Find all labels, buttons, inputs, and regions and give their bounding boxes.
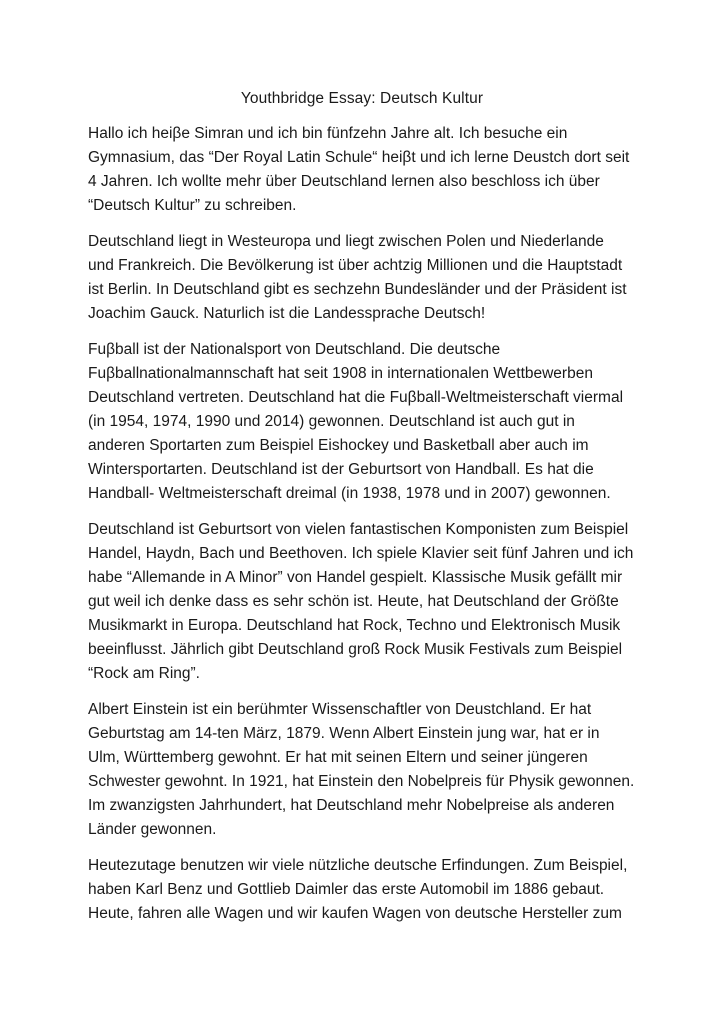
- paragraph-einstein: [88, 698, 648, 842]
- text-line: Heutezutage benutzen wir viele nützliche deutsche Erfindungen. Zum Beispiel,: [88, 857, 628, 874]
- text-line: “Deutsch Kultur” zu schreiben.: [88, 197, 297, 214]
- paragraph-music: [88, 518, 648, 686]
- text-line: Fuβball ist der Nationalsport von Deutschland. Die deutsche: [88, 341, 501, 358]
- text-line: ist Berlin. In Deutschland gibt es sechzehn Bundesländer und der Präsident ist: [88, 281, 627, 298]
- text-line: und Frankreich. Die Bevölkerung ist über achtzig Millionen und die Hauptstadt: [88, 257, 623, 274]
- text-line: Fuβballnationalmannschaft hat seit 1908 in internationalen Wettbewerben: [88, 365, 593, 382]
- paragraph-introduction: [88, 122, 648, 218]
- text-line: Handel, Haydn, Bach und Beethoven. Ich spiele Klavier seit fünf Jahren und ich: [88, 545, 634, 562]
- text-line: Im zwanzigsten Jahrhundert, hat Deutschland mehr Nobelpreise als anderen: [88, 797, 615, 814]
- text-line: Schwester gewohnt. In 1921, hat Einstein den Nobelpreis für Physik gewonnen.: [88, 773, 635, 790]
- paragraph-geography: [88, 230, 648, 326]
- text-line: Geburtstag am 14-ten März, 1879. Wenn Albert Einstein jung war, hat er in: [88, 725, 600, 742]
- paragraph-inventions: [88, 854, 648, 926]
- paragraph-sport: [88, 338, 648, 506]
- text-line: Handball- Weltmeisterschaft dreimal (in 1938, 1978 und in 2007) gewonnen.: [88, 485, 611, 502]
- text-line: Deutschland ist Geburtsort von vielen fantastischen Komponisten zum Beispiel: [88, 521, 629, 538]
- text-line: “Rock am Ring”.: [88, 665, 200, 682]
- text-line: Heute, fahren alle Wagen und wir kaufen Wagen von deutsche Hersteller zum: [88, 905, 622, 922]
- text-line: Musikmarkt in Europa. Deutschland hat Rock, Techno und Elektronisch Musik: [88, 617, 621, 634]
- text-line: haben Karl Benz und Gottlieb Daimler das erste Automobil im 1886 gebaut.: [88, 881, 605, 898]
- text-line: Albert Einstein ist ein berühmter Wissenschaftler von Deustchland. Er hat: [88, 701, 592, 718]
- text-line: 4 Jahren. Ich wollte mehr über Deutschland lernen also beschloss ich über: [88, 173, 600, 190]
- text-line: Ulm, Württemberg gewohnt. Er hat mit seinen Eltern und seiner jüngeren: [88, 749, 588, 766]
- text-line: anderen Sportarten zum Beispiel Eishockey und Basketball aber auch im: [88, 437, 589, 454]
- text-line: Joachim Gauck. Naturlich ist die Landessprache Deutsch!: [88, 305, 486, 322]
- text-line: gut weil ich denke dass es sehr schön ist. Heute, hat Deutschland der Größte: [88, 593, 619, 610]
- text-line: Länder gewonnen.: [88, 821, 217, 838]
- text-line: beeinflusst. Jährlich gibt Deutschland groß Rock Musik Festivals zum Beispiel: [88, 641, 623, 658]
- text-line: Hallo ich heiβe Simran und ich bin fünfzehn Jahre alt. Ich besuche ein: [88, 125, 568, 142]
- text-line: Deutschland vertreten. Deutschland hat die Fuβball-Weltmeisterschaft viermal: [88, 389, 624, 406]
- text-line: (in 1954, 1974, 1990 und 2014) gewonnen. Deutschland ist auch gut in: [88, 413, 575, 430]
- text-line: habe “Allemande in A Minor” von Handel gespielt. Klassische Musik gefällt mir: [88, 569, 623, 586]
- text-line: Gymnasium, das “Der Royal Latin Schule“ heiβt und ich lerne Deustch dort seit: [88, 149, 630, 166]
- document-title: Youthbridge Essay: Deutsch Kultur: [240, 90, 484, 107]
- text-line: Deutschland liegt in Westeuropa und liegt zwischen Polen und Niederlande: [88, 233, 604, 250]
- document-body: [88, 122, 648, 938]
- text-line: Wintersportarten. Deutschland ist der Geburtsort von Handball. Es hat die: [88, 461, 594, 478]
